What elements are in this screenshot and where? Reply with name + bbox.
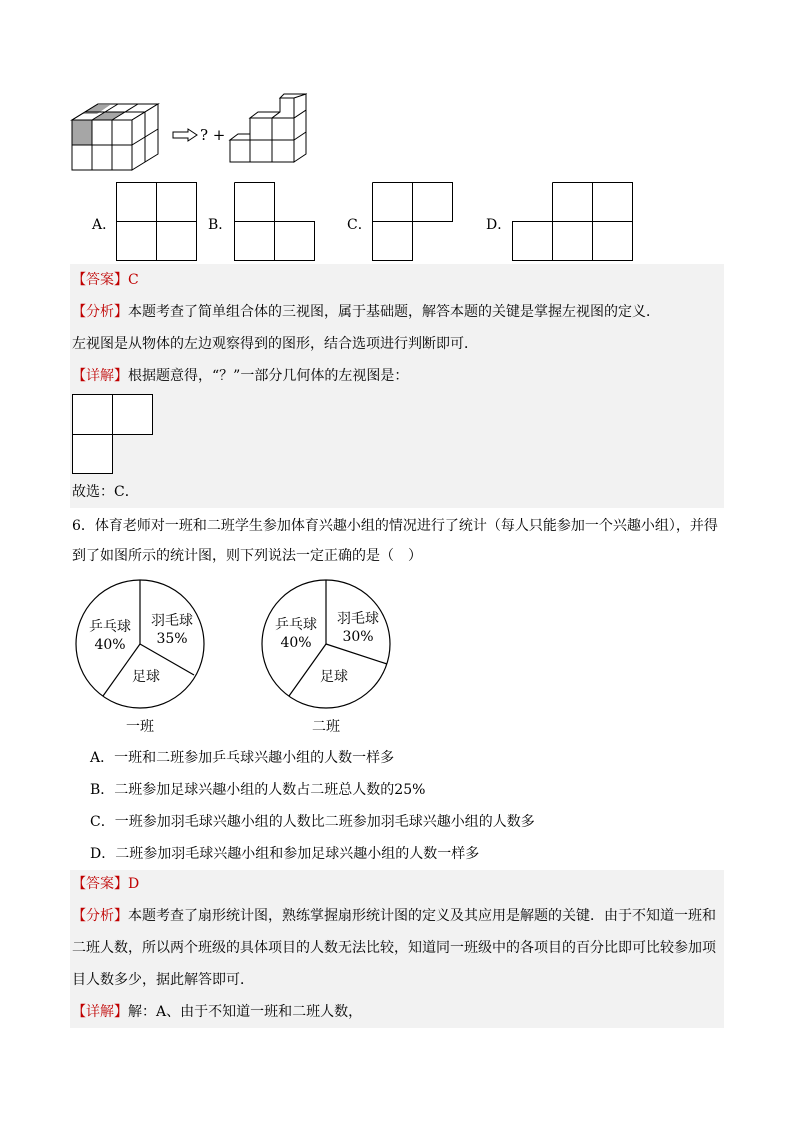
pie2-label-football: 足球 [320, 669, 348, 685]
solution-band-q5 [70, 264, 724, 508]
option-b-label: B． [208, 217, 233, 233]
pie1-label-name: 乒乓球 [89, 619, 131, 635]
option-c-figure [372, 182, 454, 262]
answer-tag: 【答案】 [72, 272, 128, 288]
arrow-icon [172, 128, 198, 142]
answer-tag: 【答案】 [72, 876, 128, 892]
pie1-label-football: 足球 [132, 669, 160, 685]
detail-text: 解：A、由于不知道一班和二班人数， [128, 1004, 363, 1020]
answer-q5 [72, 270, 139, 290]
analysis-text: 本题考查了简单组合体的三视图，属于基础题，解答本题的关键是掌握左视图的定义． [128, 304, 660, 320]
analysis-q5-line2: 左视图是从物体的左边观察得到的图形，结合选项进行判断即可． [72, 336, 478, 352]
pie1-label-pingpong [84, 618, 136, 654]
pie2-label-name: 乒乓球 [275, 617, 317, 633]
choice-d: D．二班参加羽毛球兴趣小组和参加足球兴趣小组的人数一样多 [90, 846, 480, 862]
question6-line2: 到了如图所示的统计图，则下列说法一定正确的是（ ） [72, 548, 422, 564]
choice-a: A．一班和二班参加乒乓球兴趣小组的人数一样多 [90, 750, 395, 766]
detail-q6 [72, 1002, 362, 1022]
pie1-label-name: 羽毛球 [151, 613, 193, 629]
pie1-title: 一班 [126, 719, 154, 735]
detail-q5 [72, 366, 408, 386]
choice-c: C．一班参加羽毛球兴趣小组的人数比二班参加羽毛球兴趣小组的人数多 [90, 814, 535, 830]
option-c-label: C． [347, 217, 372, 233]
option-b-figure [234, 182, 316, 262]
choice-b: B．二班参加足球兴趣小组的人数占二班总人数的25% [90, 782, 426, 798]
answer-value: C [128, 272, 139, 288]
pie2-title: 二班 [312, 719, 340, 735]
pie2-label-pingpong [270, 616, 322, 652]
option-a-label: A． [92, 217, 117, 233]
analysis-q6-line2: 二班人数，所以两个班级的具体项目的人数无法比较，知道同一班级中的各项目的百分比即可比较参加项 [72, 940, 716, 956]
partial-block-figure [228, 100, 320, 166]
cube-block-figure [70, 100, 170, 175]
pie2-label-value: 30% [342, 629, 374, 645]
question-mark-plus: ? + [200, 126, 226, 144]
pie2-label-value: 40% [280, 635, 312, 651]
analysis-q5-line1 [72, 302, 660, 322]
detail-text: 根据题意得，“？”一部分几何体的左视图是： [128, 368, 409, 384]
pie1-label-value: 35% [156, 631, 188, 647]
left-view-figure [72, 394, 156, 476]
option-d-label: D． [486, 217, 512, 233]
pie2-label-badminton [332, 610, 384, 646]
analysis-q6-line1 [72, 906, 716, 926]
option-a-figure [116, 182, 198, 262]
conclusion-q5: 故选：C． [72, 484, 139, 500]
option-d-figure [512, 182, 634, 262]
answer-q6 [72, 874, 139, 894]
analysis-tag: 【分析】 [72, 908, 128, 924]
analysis-text: 本题考查了扇形统计图，熟练掌握扇形统计图的定义及其应用是解题的关键．由于不知道一班和 [128, 908, 716, 924]
pie2-label-name: 羽毛球 [337, 611, 379, 627]
detail-tag: 【详解】 [72, 1004, 128, 1020]
pie1-label-badminton [146, 612, 198, 648]
detail-tag: 【详解】 [72, 368, 128, 384]
analysis-tag: 【分析】 [72, 304, 128, 320]
analysis-q6-line3: 目人数多少，据此解答即可． [72, 972, 254, 988]
question6-line1: 6．体育老师对一班和二班学生参加体育兴趣小组的情况进行了统计（每人只能参加一个兴趣小组），并得 [72, 518, 718, 534]
pie1-label-value: 40% [94, 637, 126, 653]
answer-value: D [128, 876, 140, 892]
